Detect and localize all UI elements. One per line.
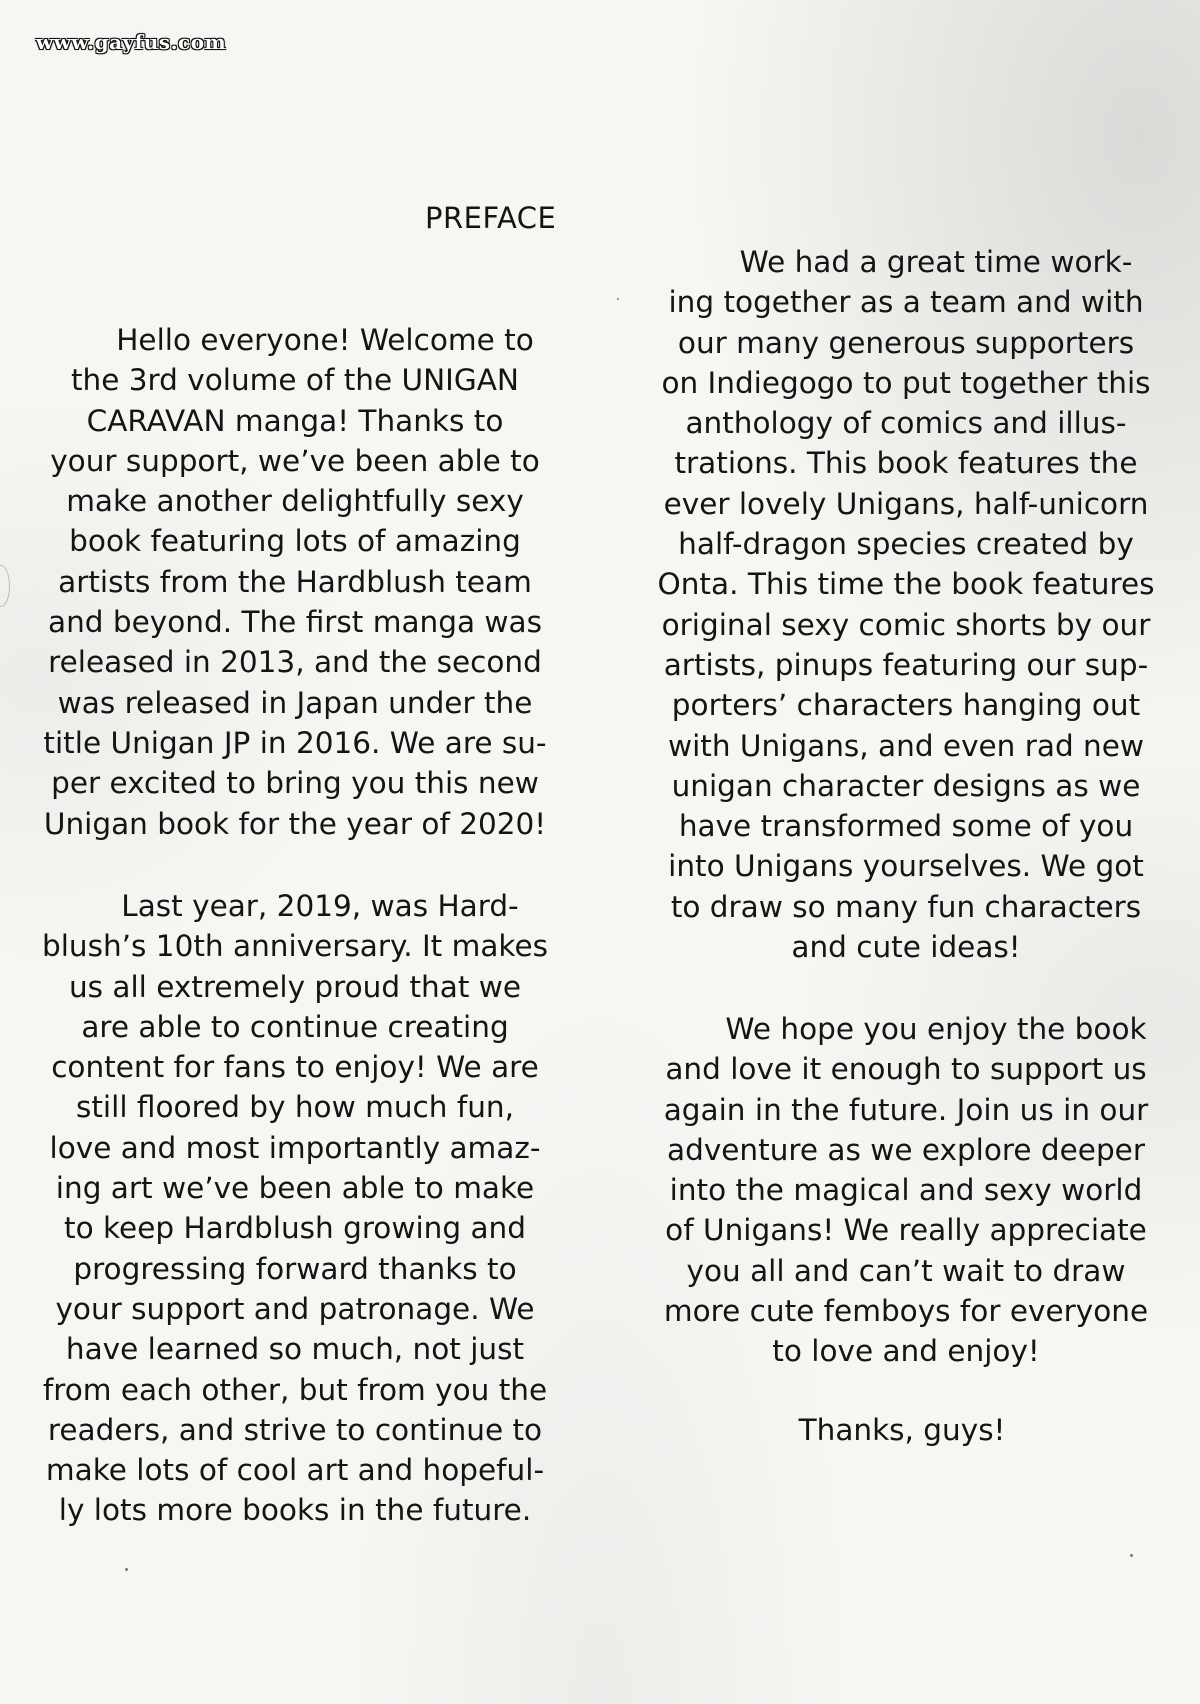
text-line: and cute ideas! [791, 930, 1021, 965]
text-line: with Unigans, and even rad new [667, 728, 1145, 763]
text-line: have transformed some of you [678, 809, 1134, 844]
text-line: per excited to bring you this new [51, 766, 539, 801]
text-line: blush’s 10th anniversary. It makes [42, 929, 548, 964]
watermark: www.gayfus.com [36, 30, 227, 54]
text-line: ing together as a team and with [668, 285, 1144, 320]
text-line: artists from the Hardblush team [58, 564, 532, 599]
text-line: ever lovely Unigans, half-unicorn [663, 486, 1149, 521]
text-line: artists, pinups featuring our sup- [663, 647, 1149, 682]
text-line: love and most importantly amaz- [49, 1130, 541, 1165]
text-line: to draw so many fun characters [670, 889, 1142, 924]
text-line: make another delightfully sexy [66, 484, 524, 519]
text-line: to love and enjoy! [772, 1334, 1040, 1369]
page-title: PREFACE [425, 201, 557, 235]
text-line: ly lots more books in the future. [58, 1493, 532, 1528]
text-line: make lots of cool art and hopeful- [45, 1453, 545, 1488]
left-paragraph-1 [0, 320, 590, 844]
left-paragraph-2 [0, 886, 590, 1531]
text-line: content for fans to enjoy! We are [51, 1050, 539, 1085]
text-line: the 3rd volume of the UNIGAN [70, 363, 519, 398]
text-line: your support and patronage. We [55, 1291, 535, 1326]
text-line: and love it enough to support us [665, 1052, 1147, 1087]
text-line: was released in Japan under the [57, 685, 533, 720]
text-line: unigan character designs as we [671, 768, 1141, 803]
text-line: are able to continue creating [81, 1009, 509, 1044]
text-line: half-dragon species created by [678, 527, 1134, 562]
text-line: into the magical and sexy world [669, 1173, 1143, 1208]
right-paragraph-2 [617, 1009, 1195, 1372]
text-line: on Indiegogo to put together this [661, 365, 1151, 400]
right-paragraph-1 [617, 242, 1195, 967]
text-line: We hope you enjoy the book [725, 1012, 1147, 1046]
text-line: still floored by how much fun, [75, 1090, 514, 1125]
text-line: We had a great time work- [739, 245, 1133, 279]
text-line: into Unigans yourselves. We got [668, 849, 1144, 884]
paper-speck [125, 1568, 128, 1571]
text-line: anthology of comics and illus- [685, 406, 1127, 441]
text-line: Unigan book for the year of 2020! [43, 806, 547, 841]
text-line: ing art we’ve been able to make [55, 1171, 535, 1206]
text-line: progressing forward thanks to [73, 1251, 517, 1286]
text-line: released in 2013, and the second [48, 645, 542, 680]
text-line: adventure as we explore deeper [667, 1132, 1145, 1167]
text-line: have learned so much, not just [65, 1332, 525, 1367]
text-line: book featuring lots of amazing [69, 524, 521, 559]
text-line: from each other, but from you the [42, 1372, 548, 1407]
text-line: CARAVAN manga! Thanks to [86, 403, 504, 438]
text-line: trations. This book features the [674, 446, 1138, 481]
text-line: to keep Hardblush growing and [64, 1211, 526, 1246]
text-line: title Unigan JP in 2016. We are su- [43, 725, 547, 760]
text-line: you all and can’t wait to draw [686, 1253, 1126, 1288]
text-line: readers, and strive to continue to [47, 1412, 543, 1447]
paper-speck [1130, 1554, 1133, 1557]
text-line: original sexy comic shorts by our [661, 607, 1151, 642]
text-line: of Unigans! We really appreciate [665, 1213, 1147, 1248]
text-line: our many generous supporters [677, 325, 1135, 360]
text-line: and beyond. The first manga was [48, 605, 542, 640]
signoff: Thanks, guys! [798, 1413, 1006, 1447]
text-line: us all extremely proud that we [68, 969, 522, 1004]
text-line: more cute femboys for everyone [663, 1294, 1149, 1329]
text-line: Last year, 2019, was Hard- [121, 889, 519, 923]
text-line: porters’ characters hanging out [671, 688, 1141, 723]
text-line: again in the future. Join us in our [663, 1092, 1149, 1127]
text-line: your support, we’ve been able to [50, 443, 540, 478]
text-line: Hello everyone! Welcome to [116, 323, 534, 357]
text-line: Onta. This time the book features [657, 567, 1155, 602]
